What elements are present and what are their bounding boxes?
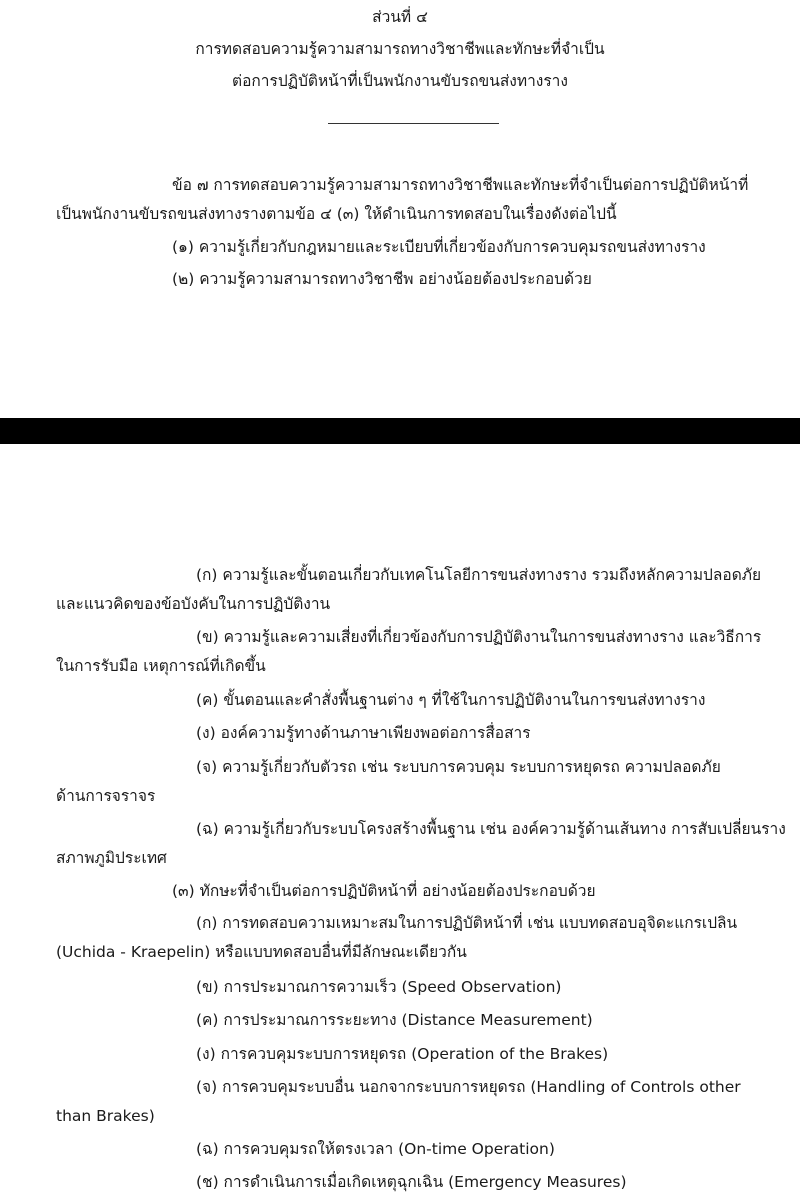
knowledge-item-kho-khwai: (ค) ขั้นตอนและคำสั่งพื้นฐานต่าง ๆ ที่ใช้ในการปฏิบัติงานในการขนส่งทางราง	[196, 691, 706, 709]
article-7-paragraph-line-2: เป็นพนักงานขับรถขนส่งทางรางตามข้อ ๔ (๓) ให้ดำเนินการทดสอบในเรื่องดังต่อไปนี้	[56, 205, 617, 223]
section-title-line-2: ต่อการปฏิบัติหน้าที่เป็นพนักงานขับรถขนส่งทางราง	[232, 72, 568, 90]
skill-item-cho-chang: (ช) การดำเนินการเมื่อเกิดเหตุฉุกเฉิน (Emergency Measures)	[196, 1173, 627, 1191]
knowledge-item-kho-line-2: ในการรับมือ เหตุการณ์ที่เกิดขึ้น	[56, 657, 266, 675]
skill-item-ngo: (ง) การควบคุมระบบการหยุดรถ (Operation of the Brakes)	[196, 1045, 609, 1063]
article-7-item-3: (๓) ทักษะที่จำเป็นต่อการปฏิบัติหน้าที่ อย่างน้อยต้องประกอบด้วย	[172, 882, 596, 900]
section-number-heading: ส่วนที่ ๔	[372, 8, 428, 26]
title-underline-divider	[328, 123, 499, 124]
knowledge-item-ka-line-1: (ก) ความรู้และขั้นตอนเกี่ยวกับเทคโนโลยีการขนส่งทางราง รวมถึงหลักความปลอดภัย	[196, 566, 762, 584]
knowledge-item-chho-line-1: (ฉ) ความรู้เกี่ยวกับระบบโครงสร้างพื้นฐาน เช่น องค์ความรู้ด้านเส้นทาง การสับเปลี่ยนราง	[196, 820, 786, 838]
knowledge-item-ngo: (ง) องค์ความรู้ทางด้านภาษาเพียงพอต่อการสื่อสาร	[196, 724, 531, 742]
page-break-bar	[0, 418, 800, 444]
section-title-line-1: การทดสอบความรู้ความสามารถทางวิชาชีพและทักษะที่จำเป็น	[195, 40, 605, 58]
skill-item-cho-line-1: (จ) การควบคุมระบบอื่น นอกจากระบบการหยุดรถ (Handling of Controls other	[196, 1078, 741, 1096]
knowledge-item-cho-line-2: ด้านการจราจร	[56, 787, 156, 805]
document-page-top	[0, 0, 800, 418]
skill-item-kho-khwai: (ค) การประมาณการระยะทาง (Distance Measurement)	[196, 1011, 593, 1029]
article-7-item-1: (๑) ความรู้เกี่ยวกับกฎหมายและระเบียบที่เกี่ยวข้องกับการควบคุมรถขนส่งทางราง	[172, 238, 706, 256]
article-7-item-2: (๒) ความรู้ความสามารถทางวิชาชีพ อย่างน้อยต้องประกอบด้วย	[172, 270, 592, 288]
document-page-bottom	[0, 444, 800, 1200]
skill-item-ka-line-1: (ก) การทดสอบความเหมาะสมในการปฏิบัติหน้าที่ เช่น แบบทดสอบอุจิดะแกรเปลิน	[196, 914, 738, 932]
skill-item-kho: (ข) การประมาณการความเร็ว (Speed Observation)	[196, 978, 562, 996]
knowledge-item-cho-line-1: (จ) ความรู้เกี่ยวกับตัวรถ เช่น ระบบการควบคุม ระบบการหยุดรถ ความปลอดภัย	[196, 758, 721, 776]
skill-item-cho-line-2: than Brakes)	[56, 1107, 155, 1125]
knowledge-item-ka-line-2: และแนวคิดของข้อบังคับในการปฏิบัติงาน	[56, 595, 331, 613]
knowledge-item-chho-line-2: สภาพภูมิประเทศ	[56, 849, 167, 867]
knowledge-item-kho-line-1: (ข) ความรู้และความเสี่ยงที่เกี่ยวข้องกับการปฏิบัติงานในการขนส่งทางราง และวิธีการ	[196, 628, 762, 646]
skill-item-ka-line-2: (Uchida - Kraepelin) หรือแบบทดสอบอื่นที่มีลักษณะเดียวกัน	[56, 943, 467, 961]
skill-item-chho: (ฉ) การควบคุมรถให้ตรงเวลา (On-time Operation)	[196, 1140, 555, 1158]
article-7-paragraph-line-1: ข้อ ๗ การทดสอบความรู้ความสามารถทางวิชาชีพและทักษะที่จำเป็นต่อการปฏิบัติหน้าที่	[172, 176, 749, 194]
